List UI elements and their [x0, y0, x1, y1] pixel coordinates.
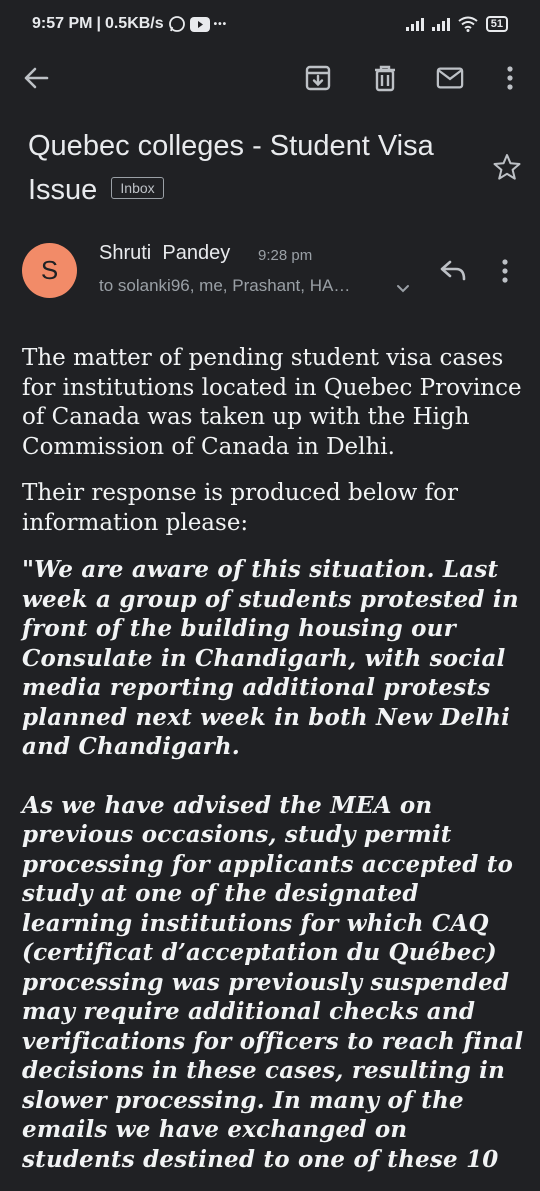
subject-text: Quebec colleges - Student Visa Issue	[28, 130, 434, 206]
arrow-left-icon	[23, 65, 49, 91]
quoted-paragraph-2: As we have advised the MEA on previous occasions, study permit processing for applicants accepted to study at one of the designated learning institutions for which CAQ (certificat d’acceptation du Québec) processing was previously suspended may require additional checks and verifications for officers to reach final decisions in these cases, resulting in slower processing. In many of the emails we have exchanged on students destined to one of these 10	[22, 791, 524, 1173]
body-paragraph-2: Their response is produced below for information please:	[22, 480, 458, 536]
status-right	[406, 16, 508, 32]
mail-icon	[436, 66, 464, 90]
status-time: 9:57 PM	[32, 15, 93, 32]
back-button[interactable]	[22, 64, 50, 92]
reply-icon	[438, 257, 468, 285]
star-icon	[492, 152, 522, 182]
signal-icon	[406, 17, 424, 31]
archive-icon	[304, 64, 332, 92]
status-speed: 0.5KB/s	[104, 15, 164, 32]
quoted-paragraph-1: "We are aware of this situation. Last week a group of students protested in front of the building housing our Consulate in Chandigarh, with social media reporting additional protests planned next week in both New Delhi and Chandigarh.	[22, 556, 519, 760]
message-more-button[interactable]	[500, 258, 520, 284]
email-body	[22, 344, 528, 1191]
more-vertical-icon	[505, 65, 515, 91]
status-separator: |	[96, 15, 101, 32]
mark-unread-button[interactable]	[436, 64, 464, 92]
email-subject	[28, 124, 478, 212]
expand-recipients-button[interactable]	[394, 279, 412, 297]
archive-button[interactable]	[304, 64, 332, 92]
recipients-summary[interactable]: to solanki96, me, Prashant, HA…	[99, 276, 351, 295]
toolbar	[0, 50, 540, 106]
more-vertical-icon	[500, 258, 510, 284]
status-bar	[0, 0, 540, 48]
body-paragraph-1: The matter of pending student visa cases for institutions located in Quebec Province of Canada was taken up with the High Commission of Canada in Delhi.	[22, 345, 522, 460]
avatar[interactable]: S	[22, 243, 77, 298]
signal-icon-2	[432, 17, 450, 31]
delete-button[interactable]	[371, 64, 399, 92]
youtube-icon	[190, 17, 210, 32]
reply-button[interactable]	[438, 257, 468, 285]
trash-icon	[372, 64, 398, 92]
status-left	[32, 15, 227, 33]
whatsapp-icon	[168, 15, 186, 33]
sent-time: 9:28 pm	[258, 247, 313, 264]
star-button[interactable]	[492, 152, 522, 182]
wifi-icon	[458, 16, 478, 32]
inbox-label[interactable]: Inbox	[111, 177, 163, 199]
sender-name: Shruti Pandey	[99, 242, 231, 264]
chevron-down-icon	[394, 279, 412, 297]
more-options-button[interactable]	[496, 64, 524, 92]
battery-indicator: 51	[486, 16, 508, 32]
status-more: •••	[213, 18, 228, 30]
